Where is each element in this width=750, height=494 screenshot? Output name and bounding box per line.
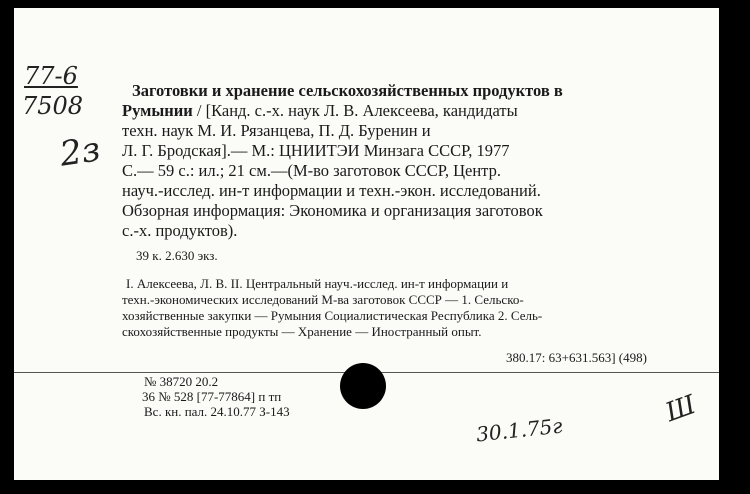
footer-line-2: 36 № 528 [77-77864] п тп (142, 389, 282, 404)
title-country: Румынии (122, 101, 193, 120)
handwritten-code-top: 77-6 (24, 62, 78, 90)
catalog-card (14, 8, 719, 480)
subjects-line-2: техн.-экономических исследований М-ва заготовок СССР — 1. Сельско- (122, 292, 524, 307)
handwritten-code-bottom: 7508 (22, 92, 84, 120)
print-run: 39 к. 2.630 экз. (136, 248, 218, 263)
subjects-line-4: скохозяйственные продукты — Хранение — Иностранный опыт. (122, 324, 482, 339)
punch-hole (340, 363, 386, 409)
classification: 380.17: 63+631.563] (498) (506, 350, 647, 365)
footer-line-3: Вс. кн. пал. 24.10.77 З-143 (144, 404, 290, 419)
handwritten-signature: Ш (661, 389, 700, 429)
subjects-line-3: хозяйственные закупки — Румыния Социалистическая Республика 2. Сель- (122, 308, 543, 323)
title-line-7: Обзорная информация: Экономика и организация заготовок (122, 201, 543, 220)
footer-line-1: № 38720 20.2 (144, 374, 219, 389)
title-line-5: С.— 59 с.: ил.; 21 см.—(М-во заготовок СССР, Центр. (122, 161, 501, 180)
title-line-2 (122, 101, 518, 120)
handwritten-date: 30.1.75г (474, 413, 564, 447)
title-line-1: Заготовки и хранение сельскохозяйственных продуктов в (132, 81, 563, 100)
subjects-line-1: I. Алексеева, Л. В. II. Центральный науч.-исслед. ин-т информации и (126, 276, 509, 291)
title-line-8: с.-х. продуктов). (122, 221, 238, 240)
handwritten-mark: 2з (57, 129, 103, 175)
title-line-6: науч.-исслед. ин-т информации и техн.-экон. исследований. (122, 181, 541, 200)
title-line-4: Л. Г. Бродская].— М.: ЦНИИТЭИ Минзага СССР, 1977 (122, 141, 510, 160)
title-authors: / [Канд. с.-х. наук Л. В. Алексеева, кандидаты (196, 101, 518, 120)
title-line-3: техн. наук М. И. Рязанцева, П. Д. Буренин и (122, 121, 431, 140)
